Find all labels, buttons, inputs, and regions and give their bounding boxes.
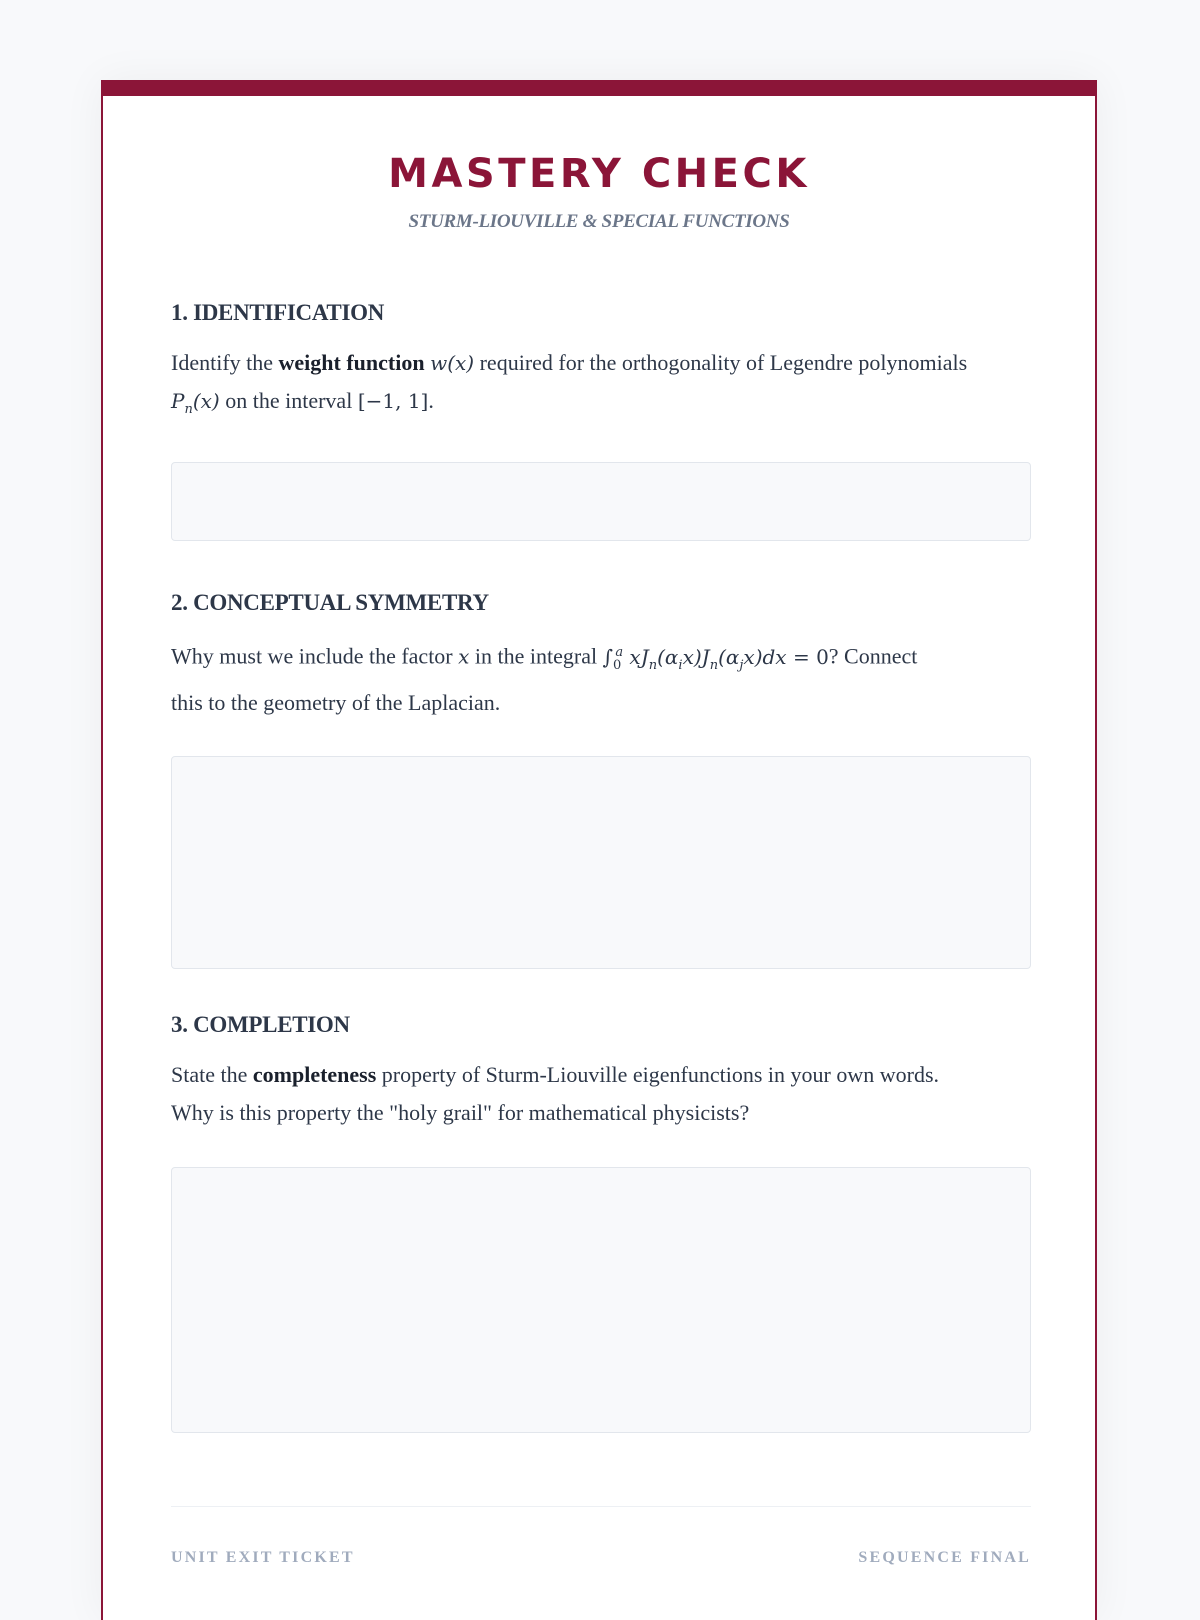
prompt-text: Why is this property the "holy grail" for mathematical physicists? xyxy=(171,1100,750,1125)
math-p-n-of-x: $P_n(x)$ xyxy=(171,389,220,417)
worksheet-footer xyxy=(171,1549,1031,1567)
prompt-period: . xyxy=(428,388,434,413)
worksheet-header xyxy=(103,96,1095,233)
prompt-text: required for the orthogonality of Legendre polynomials xyxy=(474,350,968,375)
math-interval: [−1, 1] xyxy=(357,389,429,413)
question-1-heading: 1. IDENTIFICATION xyxy=(171,300,385,325)
page-title: MASTERY CHECK xyxy=(388,151,810,197)
question-1 xyxy=(171,299,1031,541)
prompt-text: ? Connect xyxy=(828,643,918,669)
footer-right-label: SEQUENCE FINAL xyxy=(858,1549,1031,1566)
prompt-bold-term: weight function xyxy=(278,350,425,375)
answer-field-1[interactable] xyxy=(171,462,1031,541)
math-x: x xyxy=(458,644,470,669)
question-3-heading: 3. COMPLETION xyxy=(171,1012,350,1037)
answer-field-3[interactable] xyxy=(171,1167,1031,1433)
answer-field-2[interactable] xyxy=(171,756,1031,969)
question-2-prompt xyxy=(171,634,1031,721)
question-2-heading: 2. CONCEPTUAL SYMMETRY xyxy=(171,590,489,615)
question-3 xyxy=(171,1011,1031,1433)
question-3-prompt xyxy=(171,1056,1031,1132)
prompt-text: State the xyxy=(171,1062,253,1087)
prompt-bold-term: completeness xyxy=(252,1062,377,1087)
page-subtitle: STURM-LIOUVILLE & SPECIAL FUNCTIONS xyxy=(408,211,790,232)
worksheet-card xyxy=(101,80,1097,1620)
prompt-text: Identify the xyxy=(171,350,279,375)
math-w-of-x: w(x) xyxy=(430,351,475,375)
prompt-text: property of Sturm-Liouville eigenfunctions in your own words. xyxy=(376,1062,940,1087)
prompt-text: this to the geometry of the Laplacian. xyxy=(171,689,501,715)
prompt-text: Why must we include the factor xyxy=(171,643,459,669)
footer-divider xyxy=(171,1506,1031,1507)
prompt-text: in the integral xyxy=(469,643,603,669)
question-1-prompt xyxy=(171,344,1031,429)
footer-left-label: UNIT EXIT TICKET xyxy=(171,1549,355,1566)
math-bessel-integral: $\int_0^a$ $xJ_n(\alpha_ix)J_n(\alpha_jx)dx = 0$ xyxy=(602,644,829,673)
question-2 xyxy=(171,589,1031,969)
prompt-text: on the interval xyxy=(219,388,358,413)
